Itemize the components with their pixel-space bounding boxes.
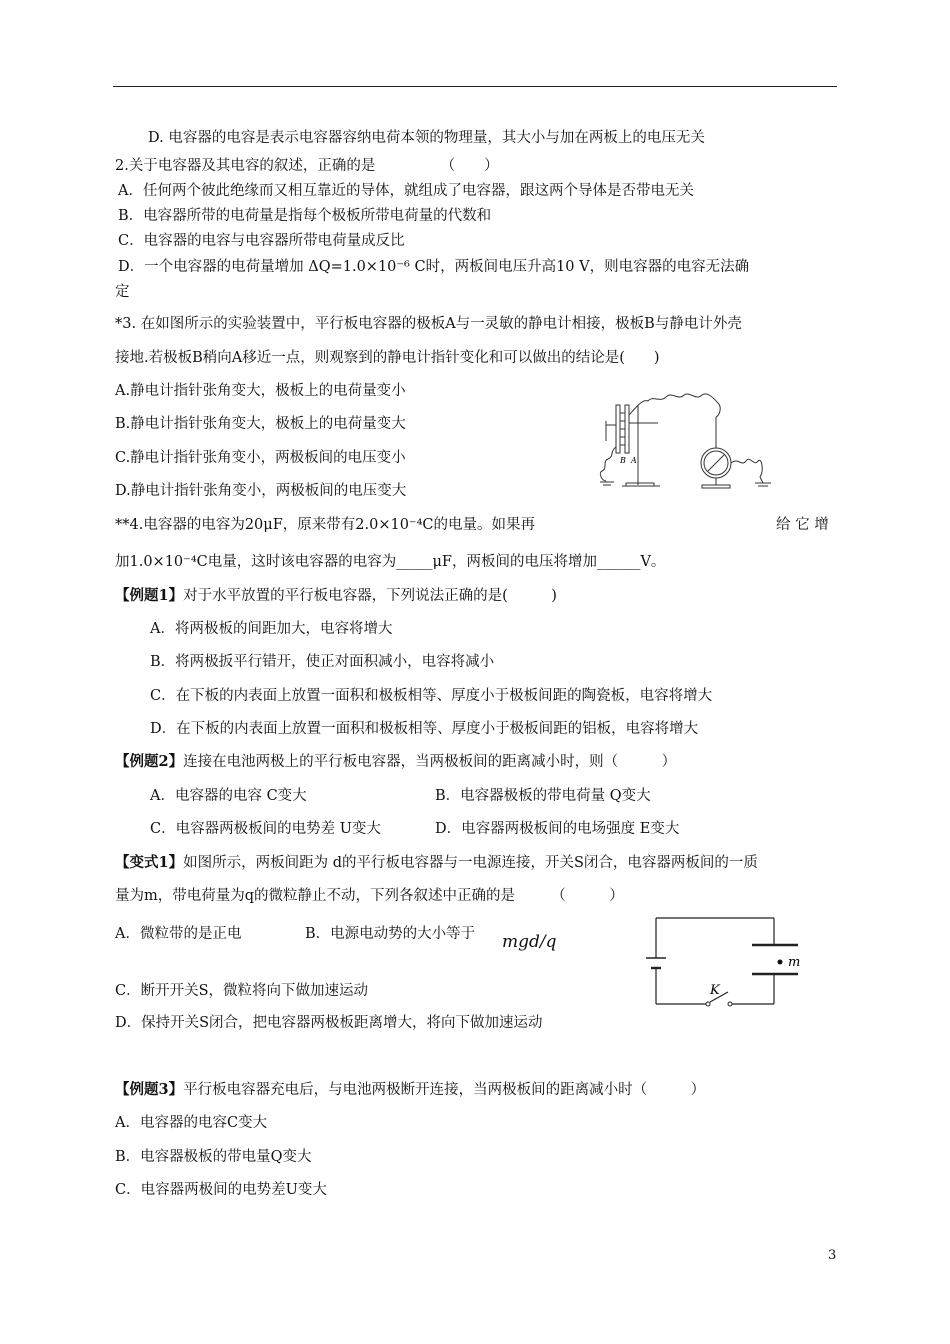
label-a: A: [631, 456, 637, 465]
header-rule: [113, 86, 837, 87]
variant1-stem-cont: 量为m，带电荷量为q的微粒静止不动，下列各叙述中正确的是 （ ）: [115, 888, 624, 904]
q3-option-d: D.静电计指针张角变小，两极板间的电压变大: [115, 483, 407, 499]
example2-text: 连接在电池两极上的平行板电容器，当两极板间的距离减小时，则（ ）: [183, 754, 677, 770]
label-k: K: [710, 983, 720, 998]
q4-stem-cont: 加1.0×10⁻⁴C电量，这时该电容器的电容为_____μF，两板间的电压将增加______V。: [115, 554, 666, 570]
example1-option-c: C．在下板的内表面上放置一面积和极板相等、厚度小于极板间距的陶瓷板，电容将增大: [150, 688, 713, 704]
variant1-text: 如图所示，两板间距为 d的平行板电容器与一电源连接，开关S闭合，电容器两板间的一质: [183, 855, 758, 871]
example1-stem: [115, 586, 557, 606]
example1-option-d: D．在下板的内表面上放置一面积和极板相等、厚度小于极板间距的铝板，电容将增大: [150, 721, 699, 737]
switch-contact-right: [728, 1002, 732, 1006]
charged-particle: [778, 960, 783, 965]
example3-text: 平行板电容器充电后，与电池两极断开连接，当两极板间的距离减小时（ ）: [183, 1082, 706, 1098]
example1-option-a: A．将两极板的间距加大，电容将增大: [150, 621, 393, 637]
example1-tag: 【例题1】: [115, 587, 184, 604]
q4-stem: **4.电容器的电容为20μF，原来带有2.0×10⁻⁴C的电量。如果再: [115, 517, 535, 533]
label-b: B: [620, 456, 626, 465]
q2-stem: 2.关于电容器及其电容的叙述，正确的是 （ ）: [115, 158, 499, 174]
plate-b: [616, 405, 620, 453]
example2-tag: 【例题2】: [115, 753, 184, 770]
q3-option-b: B.静电计指针张角变大，极板上的电荷量变大: [115, 416, 406, 432]
variant1-stem: [115, 853, 758, 873]
plate-a: [625, 405, 629, 453]
example1-option-b: B．将两极扳平行错开，使正对面积减小，电容将减小: [150, 654, 495, 670]
q4-stem-right: 给 它 增: [776, 517, 829, 533]
example3-option-b: B．电容器极板的带电量Q变大: [115, 1149, 312, 1165]
q2-option-c: C．电容器的电容与电容器所带电荷量成反比: [118, 233, 405, 249]
formula-mgd-over-q: mgd/q: [502, 932, 557, 952]
example2-option-c: C．电容器两极板间的电势差 U变大: [150, 821, 381, 837]
label-m: m: [788, 955, 801, 970]
example2-option-b: B．电容器极板的带电荷量 Q变大: [435, 788, 651, 804]
example1-text: 对于水平放置的平行板电容器，下列说法正确的是( ): [183, 588, 557, 604]
capacitor-circuit-figure: [640, 914, 810, 1010]
example2-stem: [115, 752, 676, 772]
q2-option-a: A．任何两个彼此绝缘而又相互靠近的导体，就组成了电容器，跟这两个导体是否带电无关: [118, 183, 694, 199]
example3-option-a: A．电容器的电容C变大: [115, 1115, 268, 1131]
q3-stem-cont: 接地.若极板B稍向A移近一点，则观察到的静电计指针变化和可以做出的结论是( ): [115, 350, 660, 366]
q3-option-a: A.静电计指针张角变大，极板上的电荷量变小: [115, 383, 406, 399]
q2-option-d: D．一个电容器的电荷量增加 ΔQ=1.0×10⁻⁶ C时，两板间电压升高10 V，则电容器的电容无法确: [118, 259, 750, 275]
q3-stem: *3. 在如图所示的实验装置中，平行板电容器的极板A与一灵敏的静电计相接，极板B与静电计外壳: [115, 316, 742, 332]
variant1-tag: 【变式1】: [115, 854, 184, 871]
variant1-option-b: B．电源电动势的大小等于: [305, 926, 476, 942]
page-number: 3: [828, 1248, 837, 1263]
example3-tag: 【例题3】: [115, 1081, 184, 1098]
variant1-option-c: C．断开开关S，微粒将向下做加速运动: [115, 983, 369, 999]
q2-option-b: B．电容器所带的电荷量是指每个极板所带电荷量的代数和: [118, 208, 492, 224]
variant1-option-d: D．保持开关S闭合，把电容器两极板距离增大，将向下做加速运动: [115, 1015, 543, 1031]
example3-option-c: C．电容器两极间的电势差U变大: [115, 1182, 327, 1198]
example2-option-d: D．电容器两极板间的电场强度 E变大: [435, 821, 680, 837]
example3-stem: [115, 1080, 705, 1100]
electrometer-apparatus-figure: [598, 385, 776, 495]
q1-option-d: D. 电容器的电容是表示电容器容纳电荷本领的物理量，其大小与加在两板上的电压无关: [148, 130, 705, 146]
q3-option-c: C.静电计指针张角变小，两极板间的电压变小: [115, 450, 406, 466]
q2-option-d-cont: 定: [115, 284, 130, 300]
switch-contact-left: [706, 1002, 710, 1006]
variant1-option-a: A．微粒带的是正电: [115, 926, 242, 942]
example2-option-a: A．电容器的电容 C变大: [150, 788, 307, 804]
